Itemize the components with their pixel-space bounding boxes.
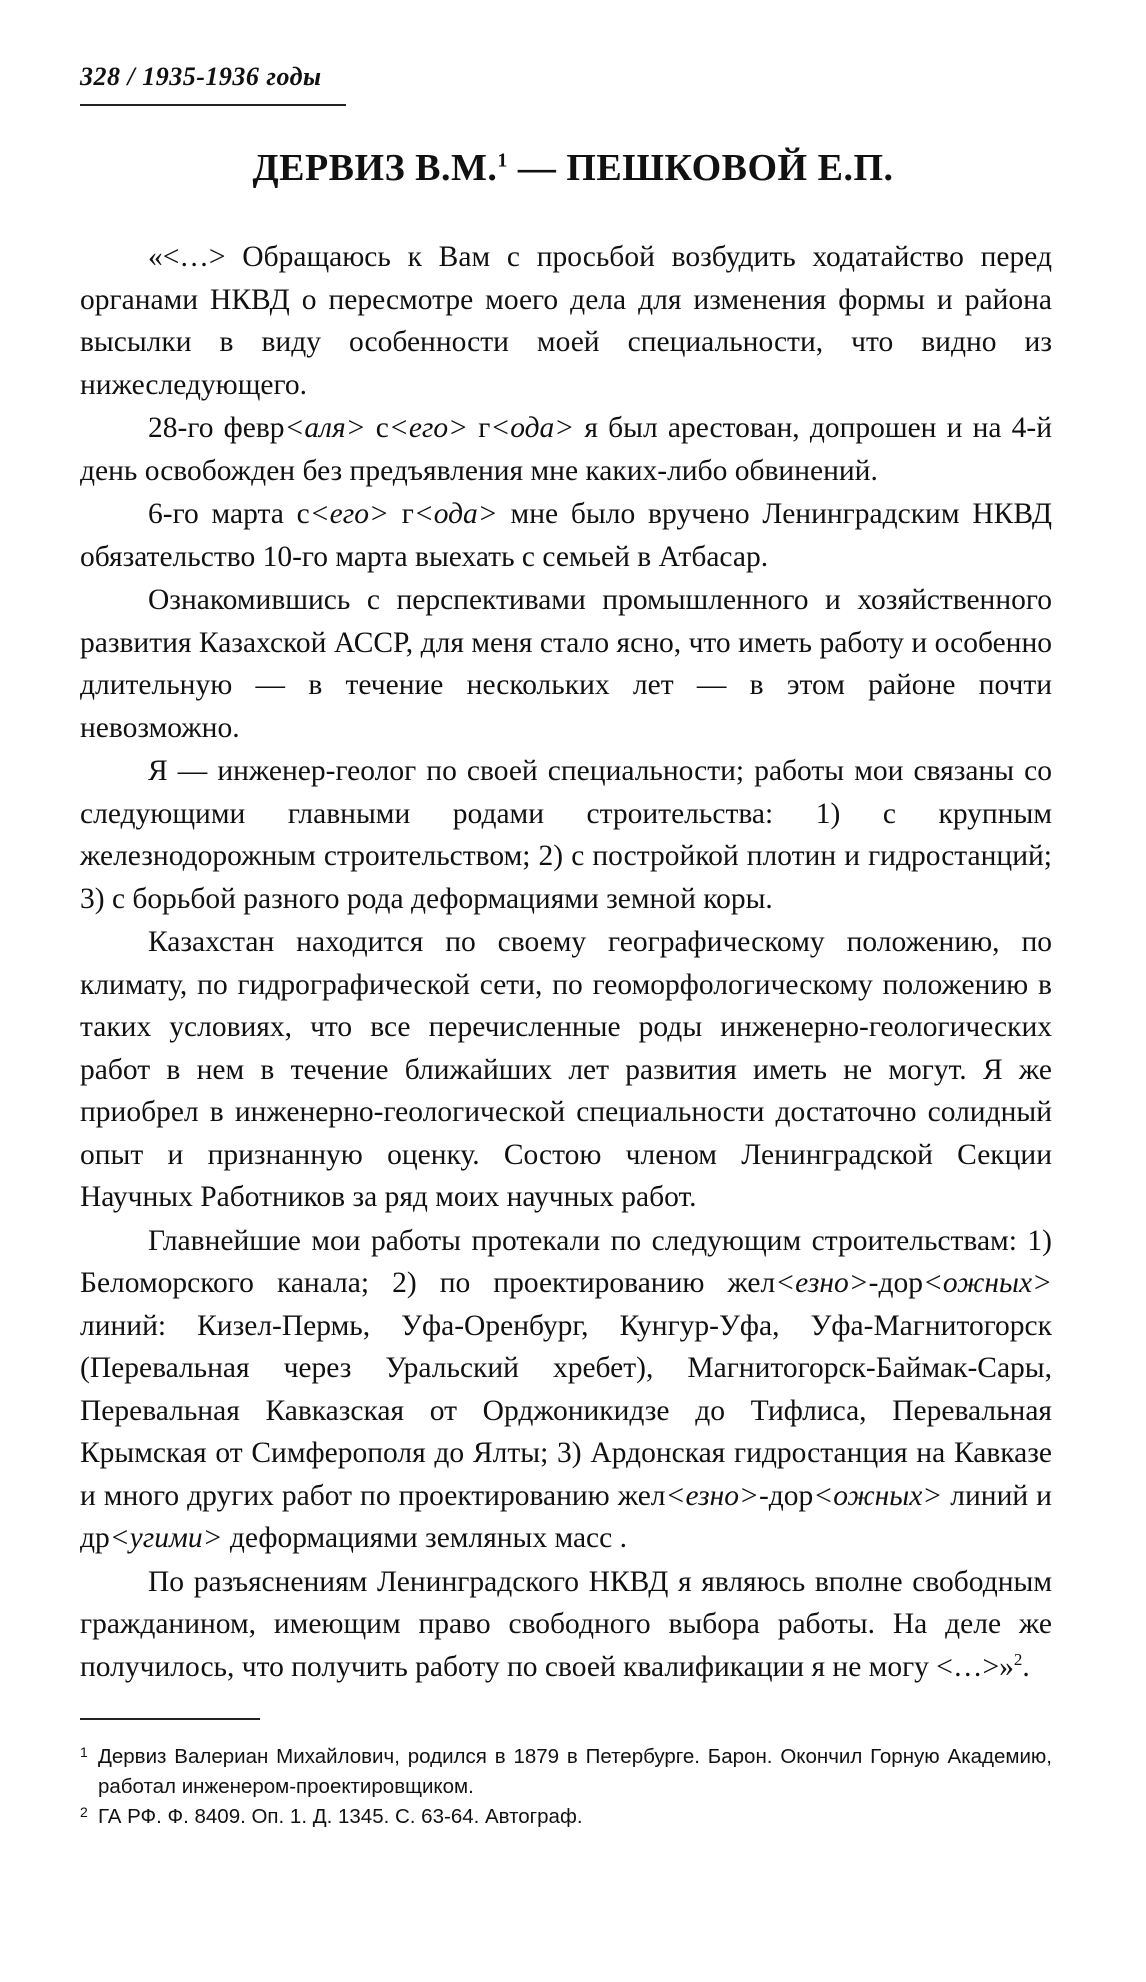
footnote-1 [80,1742,1052,1802]
title-footnote-mark[interactable]: 1 [497,149,508,172]
footnote-mark: 2 [80,1804,88,1820]
paragraph-2 [80,407,1052,492]
running-head-rule [80,104,346,106]
p3-text-c: г [388,498,414,530]
footnote-text: Дервиз Валериан Михайлович, родился в 1879 в Петербурге. Барон. Окончил Горную Академию, работал инженером-проектировщиком. [98,1745,1052,1798]
footnote-mark: 1 [80,1744,88,1760]
p7-editorial-insert: <угими> [109,1522,223,1554]
running-head: 328 / 1935-1936 годы [80,62,322,91]
p7-text-g: -дор [758,1479,814,1512]
p7-editorial-insert: <езно> [775,1267,869,1299]
paragraph-3 [80,493,1052,578]
p7-editorial-insert: <ожных> [813,1479,943,1512]
title-text: ДЕРВИЗ В.М. [252,147,498,189]
p2-text-e: г [468,412,491,444]
p8-end: . [1022,1650,1030,1683]
paragraph-1: «<…> Обращаюсь к Вам с просьбой возбудить ходатайство перед органами НКВД о пересмотре моего дела для изменения формы и района высылки в виду особенности моей специальности, что видно из нижеследующего. [80,241,1052,401]
paragraph-7 [80,1220,1052,1560]
p2-text-c: с [365,412,389,444]
p7-text-a: Главнейшие мои работы протекали по следующим строительствам: 1) Беломорского канала; 2) по проектированию жел [80,1224,1052,1299]
p7-text-c: -дор [868,1267,924,1299]
document-title [0,146,1146,190]
p3-text-e: мне было вручено Ленинградским НКВД обязательство 10-го марта выехать с семьей в Атбасар. [80,498,1052,573]
p2-editorial-insert: <аля> [284,412,366,444]
paragraph-8 [80,1561,1052,1689]
paragraph-5: Я — инженер-геолог по своей специальности; работы мои связаны со следующими главными родами строительства: 1) с крупным железнодорожным строительством; 2) с постройкой плотин и гидростанций; 3) с борьбой разного рода деформациями земной коры. [80,755,1052,915]
paragraph-6: Казахстан находится по своему географическому положению, по климату, по гидрографической сети, по геоморфологическому положению в таких условиях, что все перечисленные роды инженерно-геологических работ в нем в течение ближайших лет развития иметь не могут. Я же приобрел в инженерно-геологической специальности достаточно солидный опыт и признанную оценку. Состою членом Ленинградской Секции Научных Работников за ряд моих научных работ. [80,926,1052,1213]
p7-text-k: деформациями земляных масс . [222,1522,627,1554]
p2-text-a: 28-го февр [148,412,285,444]
p7-editorial-insert: <езно> [665,1479,759,1512]
footnote-text: ГА РФ. Ф. 8409. Оп. 1. Д. 1345. С. 63-64. Автограф. [98,1805,583,1828]
p3-editorial-insert: <ода> [413,498,498,530]
footnotes [80,1742,1052,1832]
p8-text: По разъяснениям Ленинградского НКВД я являюсь вполне свободным гражданином, имеющим право свободного выбора работы. На деле же получилось, что получить работу по своей квалификации я не могу <…>» [80,1565,1052,1683]
p2-editorial-insert: <его> [388,412,469,444]
p7-editorial-insert: <ожных> [923,1267,1052,1299]
letter-body [80,236,1052,1689]
p7-text-i: линий и др [80,1479,1052,1554]
p3-text-a: 6-го марта с [148,498,310,530]
footnote-2 [80,1802,1052,1832]
p3-editorial-insert: <его> [309,498,389,530]
footnote-rule [80,1718,260,1720]
title-text-after: — ПЕШКОВОЙ Е.П. [507,147,894,189]
paragraph-4: Ознакомившись с перспективами промышленного и хозяйственного развития Казахской АССР, для меня стало ясно, что иметь работу и особенно длительную — в течение нескольких лет — в этом районе почти невозможно. [80,584,1052,744]
p7-text-e: линий: Кизел-Пермь, Уфа-Оренбург, Кунгур-Уфа, Уфа-Магнитогорск (Перевальная через Уральский хребет), Магнитогорск-Баймак-Сары, Перевальная Кавказская от Орджоникидзе до Тифлиса, Перевальная Крымская от Симферополя до Ялты; 3) Ардонская гидростанция на Кавказе и много других работ по проектированию жел [80,1309,1052,1512]
p2-text-g: я был арестован, допрошен и на 4-й день освобожден без предъявления мне каких-либо обвинений. [80,412,1053,487]
p2-editorial-insert: <ода> [490,412,575,444]
p8-footnote-mark[interactable]: 2 [1013,1649,1023,1669]
